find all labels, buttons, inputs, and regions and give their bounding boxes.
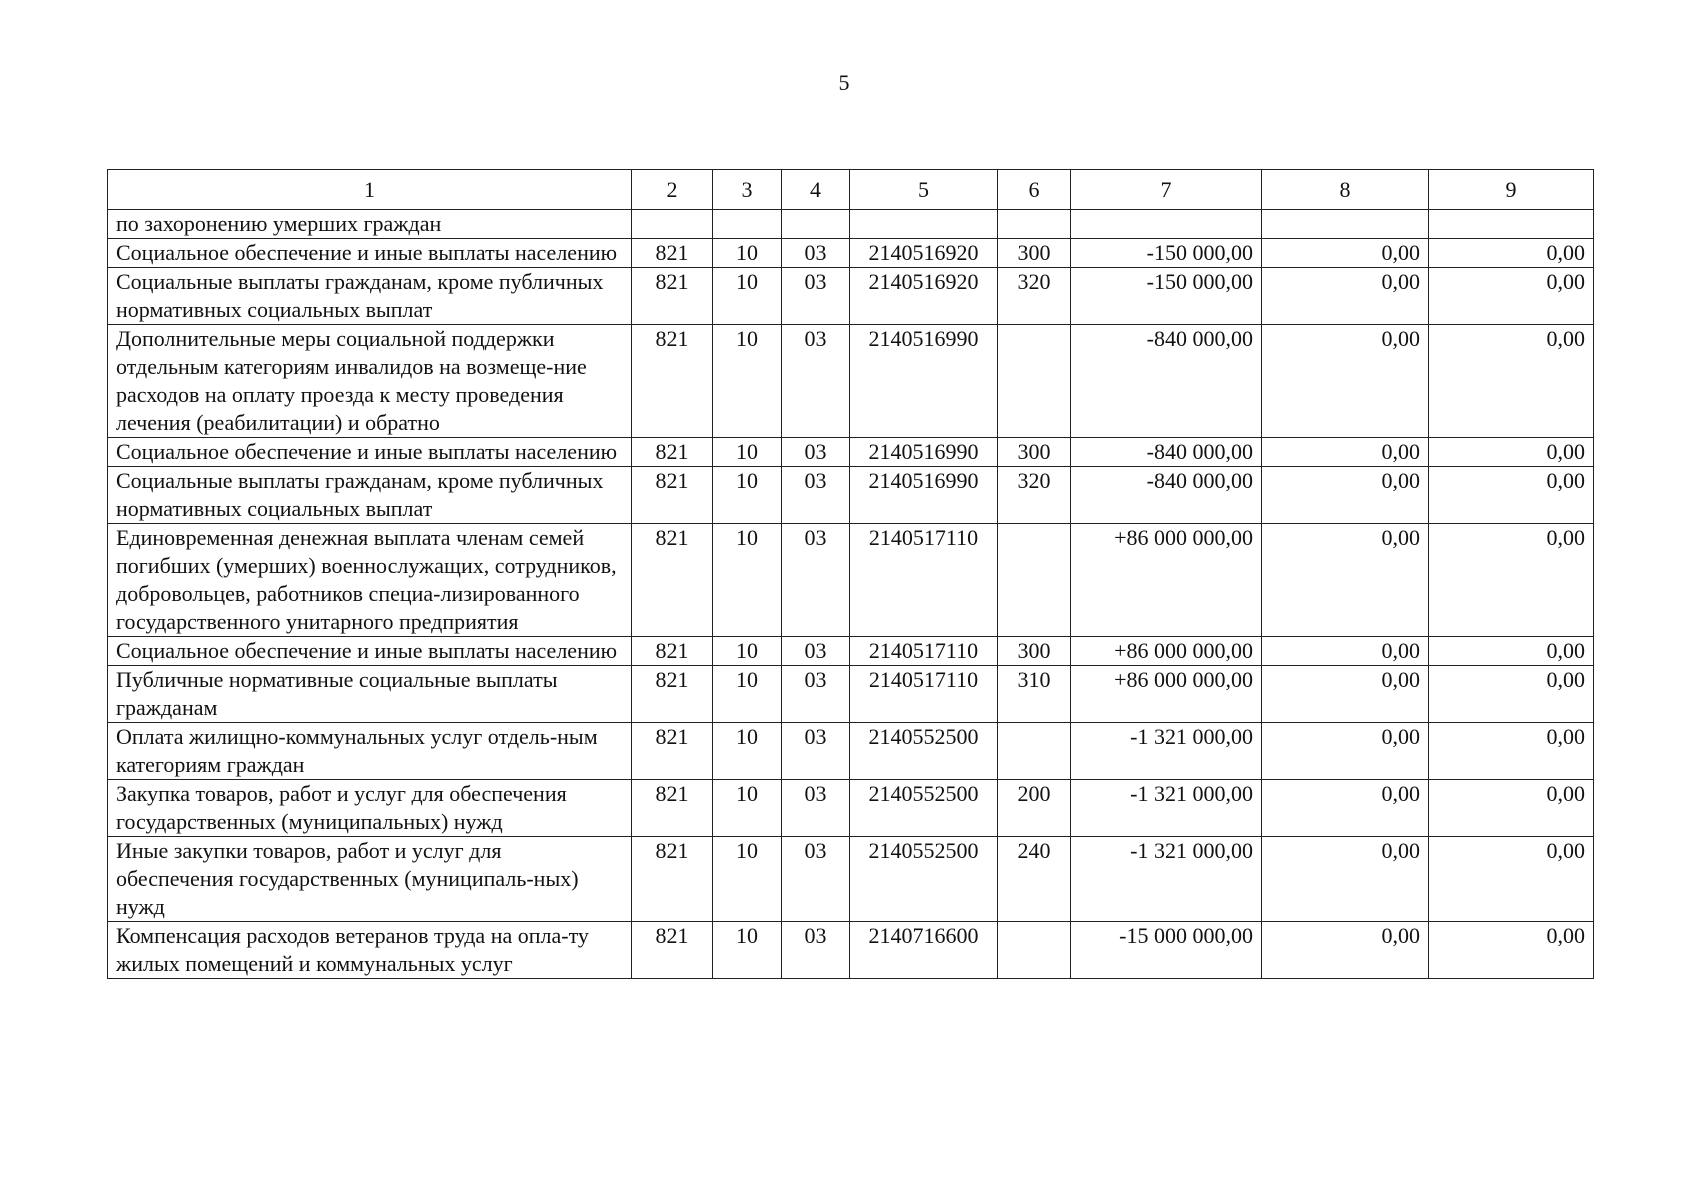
column-header: 2 (632, 170, 713, 210)
code-cell: 821 (632, 524, 713, 637)
amount-cell: -840 000,00 (1071, 467, 1262, 524)
expense-type-cell: 200 (998, 780, 1071, 837)
expense-type-cell: 300 (998, 438, 1071, 467)
amount-cell: 0,00 (1429, 239, 1594, 268)
amount-cell: 0,00 (1429, 438, 1594, 467)
amount-cell: -15 000 000,00 (1071, 922, 1262, 979)
target-article-cell: 2140516920 (850, 239, 998, 268)
table-row (108, 438, 1594, 467)
code-cell: 821 (632, 325, 713, 438)
section-cell: 10 (713, 438, 782, 467)
amount-cell: -1 321 000,00 (1071, 723, 1262, 780)
expense-type-cell (998, 210, 1071, 239)
column-header: 5 (850, 170, 998, 210)
item-name-cell: Публичные нормативные социальные выплаты гражданам (108, 666, 632, 723)
item-name-cell: Дополнительные меры социальной поддержки отдельным категориям инвалидов на возмеще-ние расходов на оплату проезда к месту проведения лечения (реабилитации) и обратно (108, 325, 632, 438)
column-header: 1 (108, 170, 632, 210)
table-row (108, 922, 1594, 979)
amount-cell: 0,00 (1429, 837, 1594, 922)
amount-cell: +86 000 000,00 (1071, 666, 1262, 723)
item-name-cell: Социальное обеспечение и иные выплаты населению (108, 239, 632, 268)
subsection-cell: 03 (782, 239, 850, 268)
section-cell: 10 (713, 837, 782, 922)
item-name-cell: по захоронению умерших граждан (108, 210, 632, 239)
target-article-cell: 2140516920 (850, 268, 998, 325)
expense-type-cell: 300 (998, 239, 1071, 268)
table-body (108, 210, 1594, 979)
subsection-cell: 03 (782, 438, 850, 467)
amount-cell: 0,00 (1262, 922, 1429, 979)
budget-table (107, 169, 1594, 979)
amount-cell: 0,00 (1262, 268, 1429, 325)
amount-cell: 0,00 (1262, 438, 1429, 467)
subsection-cell: 03 (782, 723, 850, 780)
item-name-cell: Иные закупки товаров, работ и услуг для обеспечения государственных (муниципаль-ных) нужд (108, 837, 632, 922)
amount-cell: -1 321 000,00 (1071, 837, 1262, 922)
amount-cell: 0,00 (1429, 780, 1594, 837)
section-cell (713, 210, 782, 239)
section-cell: 10 (713, 524, 782, 637)
target-article-cell: 2140516990 (850, 467, 998, 524)
column-header: 8 (1262, 170, 1429, 210)
amount-cell: 0,00 (1262, 780, 1429, 837)
expense-type-cell: 310 (998, 666, 1071, 723)
table-row (108, 780, 1594, 837)
item-name-cell: Компенсация расходов ветеранов труда на опла-ту жилых помещений и коммунальных услуг (108, 922, 632, 979)
subsection-cell: 03 (782, 467, 850, 524)
target-article-cell: 2140517110 (850, 666, 998, 723)
code-cell: 821 (632, 467, 713, 524)
table-row (108, 837, 1594, 922)
amount-cell: 0,00 (1429, 637, 1594, 666)
table-row (108, 268, 1594, 325)
amount-cell: 0,00 (1262, 325, 1429, 438)
expense-type-cell: 300 (998, 637, 1071, 666)
section-cell: 10 (713, 268, 782, 325)
expense-type-cell: 320 (998, 467, 1071, 524)
amount-cell: +86 000 000,00 (1071, 637, 1262, 666)
column-header: 3 (713, 170, 782, 210)
amount-cell: 0,00 (1429, 467, 1594, 524)
amount-cell (1429, 210, 1594, 239)
item-name-cell: Социальное обеспечение и иные выплаты населению (108, 438, 632, 467)
code-cell: 821 (632, 837, 713, 922)
target-article-cell: 2140516990 (850, 325, 998, 438)
subsection-cell: 03 (782, 837, 850, 922)
target-article-cell: 2140552500 (850, 780, 998, 837)
code-cell: 821 (632, 723, 713, 780)
table-row (108, 467, 1594, 524)
target-article-cell: 2140517110 (850, 524, 998, 637)
expense-type-cell (998, 723, 1071, 780)
header-row (108, 170, 1594, 210)
item-name-cell: Закупка товаров, работ и услуг для обеспечения государственных (муниципальных) нужд (108, 780, 632, 837)
amount-cell: 0,00 (1429, 666, 1594, 723)
target-article-cell: 2140552500 (850, 723, 998, 780)
subsection-cell: 03 (782, 325, 850, 438)
expense-type-cell (998, 524, 1071, 637)
section-cell: 10 (713, 239, 782, 268)
code-cell: 821 (632, 268, 713, 325)
section-cell: 10 (713, 666, 782, 723)
amount-cell: +86 000 000,00 (1071, 524, 1262, 637)
section-cell: 10 (713, 922, 782, 979)
amount-cell: 0,00 (1429, 922, 1594, 979)
section-cell: 10 (713, 325, 782, 438)
subsection-cell: 03 (782, 637, 850, 666)
code-cell: 821 (632, 922, 713, 979)
table-row (108, 666, 1594, 723)
expense-type-cell: 240 (998, 837, 1071, 922)
item-name-cell: Социальные выплаты гражданам, кроме публичных нормативных социальных выплат (108, 268, 632, 325)
subsection-cell: 03 (782, 780, 850, 837)
subsection-cell: 03 (782, 666, 850, 723)
item-name-cell: Оплата жилищно-коммунальных услуг отдель-ным категориям граждан (108, 723, 632, 780)
code-cell: 821 (632, 637, 713, 666)
column-header: 9 (1429, 170, 1594, 210)
amount-cell (1262, 210, 1429, 239)
table-row (108, 723, 1594, 780)
section-cell: 10 (713, 780, 782, 837)
column-header: 6 (998, 170, 1071, 210)
subsection-cell: 03 (782, 268, 850, 325)
amount-cell: 0,00 (1262, 837, 1429, 922)
expense-type-cell (998, 325, 1071, 438)
section-cell: 10 (713, 637, 782, 666)
column-header: 7 (1071, 170, 1262, 210)
amount-cell: 0,00 (1262, 524, 1429, 637)
amount-cell (1071, 210, 1262, 239)
item-name-cell: Социальные выплаты гражданам, кроме публичных нормативных социальных выплат (108, 467, 632, 524)
section-cell: 10 (713, 723, 782, 780)
table-row (108, 210, 1594, 239)
amount-cell: 0,00 (1429, 325, 1594, 438)
code-cell: 821 (632, 438, 713, 467)
amount-cell: 0,00 (1262, 666, 1429, 723)
amount-cell: 0,00 (1262, 239, 1429, 268)
amount-cell: -1 321 000,00 (1071, 780, 1262, 837)
target-article-cell (850, 210, 998, 239)
table-row (108, 524, 1594, 637)
amount-cell: 0,00 (1429, 524, 1594, 637)
amount-cell: -150 000,00 (1071, 239, 1262, 268)
table-row (108, 325, 1594, 438)
item-name-cell: Социальное обеспечение и иные выплаты населению (108, 637, 632, 666)
subsection-cell: 03 (782, 524, 850, 637)
target-article-cell: 2140552500 (850, 837, 998, 922)
amount-cell: 0,00 (1262, 637, 1429, 666)
code-cell: 821 (632, 780, 713, 837)
amount-cell: 0,00 (1429, 268, 1594, 325)
target-article-cell: 2140516990 (850, 438, 998, 467)
amount-cell: 0,00 (1262, 723, 1429, 780)
table-row (108, 637, 1594, 666)
section-cell: 10 (713, 467, 782, 524)
column-header: 4 (782, 170, 850, 210)
expense-type-cell (998, 922, 1071, 979)
subsection-cell (782, 210, 850, 239)
table-row (108, 239, 1594, 268)
amount-cell: -840 000,00 (1071, 438, 1262, 467)
code-cell: 821 (632, 666, 713, 723)
target-article-cell: 2140517110 (850, 637, 998, 666)
amount-cell: 0,00 (1429, 723, 1594, 780)
code-cell (632, 210, 713, 239)
item-name-cell: Единовременная денежная выплата членам семей погибших (умерших) военнослужащих, сотрудников, добровольцев, работников специа-лизированного государственного унитарного предприятия (108, 524, 632, 637)
amount-cell: 0,00 (1262, 467, 1429, 524)
code-cell: 821 (632, 239, 713, 268)
amount-cell: -150 000,00 (1071, 268, 1262, 325)
amount-cell: -840 000,00 (1071, 325, 1262, 438)
subsection-cell: 03 (782, 922, 850, 979)
page-number: 5 (838, 70, 850, 95)
target-article-cell: 2140716600 (850, 922, 998, 979)
expense-type-cell: 320 (998, 268, 1071, 325)
